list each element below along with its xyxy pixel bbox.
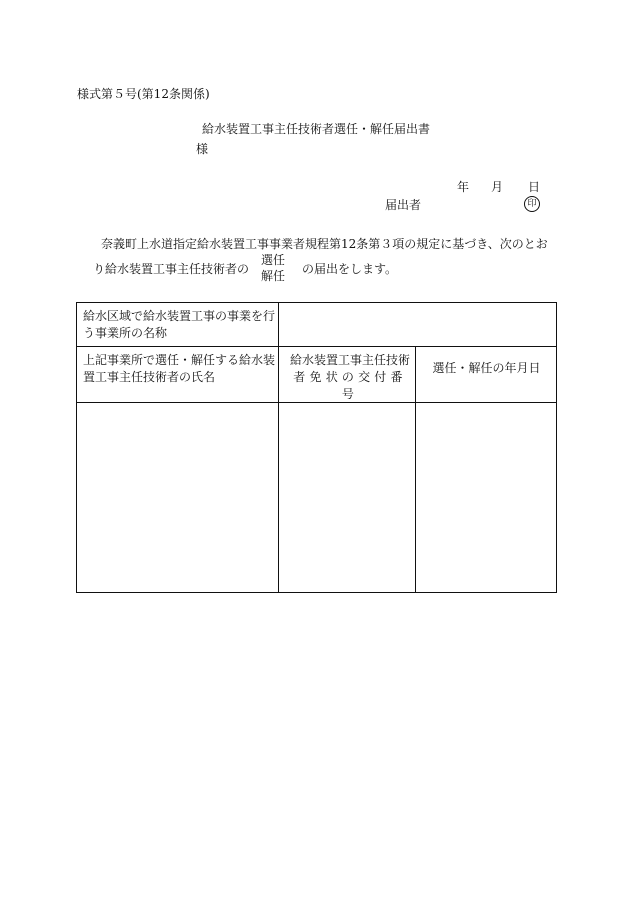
column-header-appointment-date: 選任・解任の年月日 xyxy=(432,361,541,375)
seal-mark-icon: 印 xyxy=(524,196,540,212)
body-text-line2-after: の届出をします。 xyxy=(302,262,398,276)
form-number: 様式第５号(第12条関係) xyxy=(77,87,210,101)
body-text-line2-before: り給水装置工事主任技術者の xyxy=(93,262,250,276)
notification-table xyxy=(76,302,557,593)
office-name-label: 給水区域で給水装置工事の事業を行う事業所の名称 xyxy=(83,309,276,340)
license-header-line2: 者免状の交付番号 xyxy=(293,370,407,401)
table-border-bottom xyxy=(76,592,557,593)
column-header-technician-name: 上記事業所で選任・解任する給水装置工事主任技術者の氏名 xyxy=(83,353,276,384)
date-year-label: 年 xyxy=(457,180,470,194)
column-header-license-number xyxy=(286,352,414,403)
table-rule-row1 xyxy=(76,346,557,347)
addressee-suffix: 様 xyxy=(196,142,209,156)
choice-dismiss: 解任 xyxy=(261,269,286,283)
office-name-value-cell xyxy=(279,303,556,346)
notifier-label: 届出者 xyxy=(385,198,422,212)
license-number-entry-cell xyxy=(279,403,415,592)
body-text-line1: 奈義町上水道指定給水装置工事事業者規程第12条第３項の規定に基づき、次のとお xyxy=(101,237,548,251)
document-title: 給水装置工事主任技術者選任・解任届出書 xyxy=(202,122,431,136)
appointment-date-entry-cell xyxy=(416,403,556,592)
license-header-line1: 給水装置工事主任技術 xyxy=(289,353,410,367)
date-month-label: 月 xyxy=(491,180,504,194)
choice-appoint: 選任 xyxy=(261,253,286,267)
technician-name-entry-cell xyxy=(77,403,278,592)
date-day-label: 日 xyxy=(528,180,541,194)
